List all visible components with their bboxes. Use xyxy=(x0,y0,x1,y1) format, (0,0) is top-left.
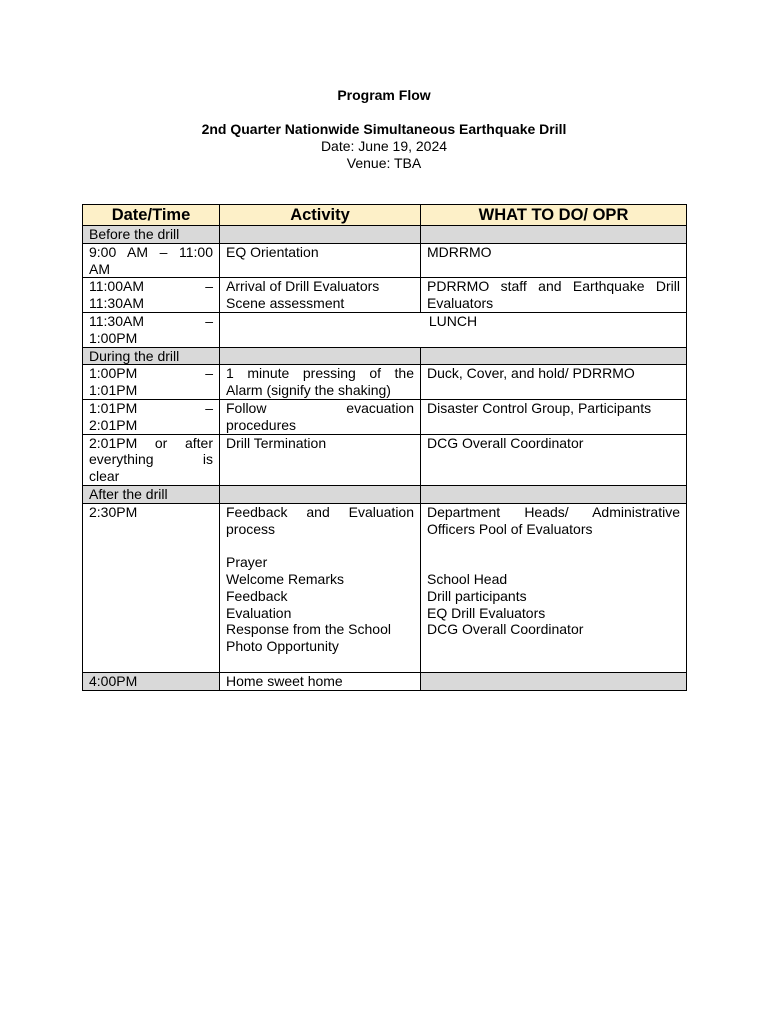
section-row-after xyxy=(83,485,687,503)
opr-cell: Department Heads/ Administrative Officers Pool of Evaluators School Head Drill participants EQ Drill Evaluators DCG Overall Coordinator xyxy=(421,503,687,672)
activity-list-item: Photo Opportunity xyxy=(226,638,339,655)
opr-cell: Duck, Cover, and hold/ PDRRMO xyxy=(421,365,687,400)
activity-list-item: Prayer xyxy=(226,554,268,571)
table-row xyxy=(83,672,687,690)
opr-cell: Disaster Control Group, Participants xyxy=(421,399,687,434)
activity-list-item: Feedback xyxy=(226,587,288,604)
table-row xyxy=(83,399,687,434)
activity-cell: Arrival of Drill Evaluators Scene assessment xyxy=(220,278,421,313)
activity-list-item: Evaluation xyxy=(226,604,292,621)
activity-list-item: Welcome Remarks xyxy=(226,570,344,587)
time-cell: 4:00PM xyxy=(83,672,220,690)
header-activity: Activity xyxy=(220,205,421,226)
table-row xyxy=(83,365,687,400)
activity-cell: 1 minute pressing of the Alarm (signify the shaking) xyxy=(220,365,421,400)
activity-cell: Follow evacuation procedures xyxy=(220,399,421,434)
activity-cell: Drill Termination xyxy=(220,434,421,485)
header-datetime: Date/Time xyxy=(83,205,220,226)
opr-cell xyxy=(421,672,687,690)
opr-list-item: School Head xyxy=(427,570,508,587)
table-row xyxy=(83,434,687,485)
activity-cell: Home sweet home xyxy=(220,672,421,690)
section-label-after: After the drill xyxy=(83,485,220,503)
section-row-before xyxy=(83,226,687,244)
table-row xyxy=(83,312,687,347)
time-cell: 2:01PM or after everything is clear xyxy=(83,434,220,485)
opr-cell: PDRRMO staff and Earthquake Drill Evaluators xyxy=(421,278,687,313)
opr-cell: MDRRMO xyxy=(421,243,687,278)
time-cell: 2:30PM xyxy=(83,503,220,672)
table-row xyxy=(83,503,687,672)
table-row xyxy=(83,243,687,278)
section-label-before: Before the drill xyxy=(83,226,220,244)
activity-cell: EQ Orientation xyxy=(220,243,421,278)
program-table xyxy=(82,204,687,691)
activity-list-item: Response from the School xyxy=(226,621,391,638)
section-label-during: During the drill xyxy=(83,347,220,365)
table-row xyxy=(83,278,687,313)
opr-list-item: EQ Drill Evaluators xyxy=(427,604,546,621)
opr-cell: DCG Overall Coordinator xyxy=(421,434,687,485)
header-opr: WHAT TO DO/ OPR xyxy=(421,205,687,226)
section-row-during xyxy=(83,347,687,365)
time-cell: 11:30AM – 1:00PM xyxy=(83,312,220,347)
table-header-row xyxy=(83,205,687,226)
opr-list-item: Drill participants xyxy=(427,587,527,604)
document-header xyxy=(0,87,768,172)
time-cell: 11:00AM – 11:30AM xyxy=(83,278,220,313)
document-subtitle: 2nd Quarter Nationwide Simultaneous Earthquake Drill xyxy=(201,121,567,137)
document-date: Date: June 19, 2024 xyxy=(320,138,448,154)
document-title: Program Flow xyxy=(337,87,431,103)
lunch-cell: LUNCH xyxy=(220,312,687,347)
document-venue: Venue: TBA xyxy=(346,155,422,171)
activity-cell: Feedback and Evaluation process Prayer Welcome Remarks Feedback Evaluation Response from the School Photo Opportunity xyxy=(220,503,421,672)
time-cell: 9:00 AM – 11:00 AM xyxy=(83,243,220,278)
time-cell: 1:01PM – 2:01PM xyxy=(83,399,220,434)
opr-list-item: DCG Overall Coordinator xyxy=(427,621,584,638)
time-cell: 1:00PM – 1:01PM xyxy=(83,365,220,400)
